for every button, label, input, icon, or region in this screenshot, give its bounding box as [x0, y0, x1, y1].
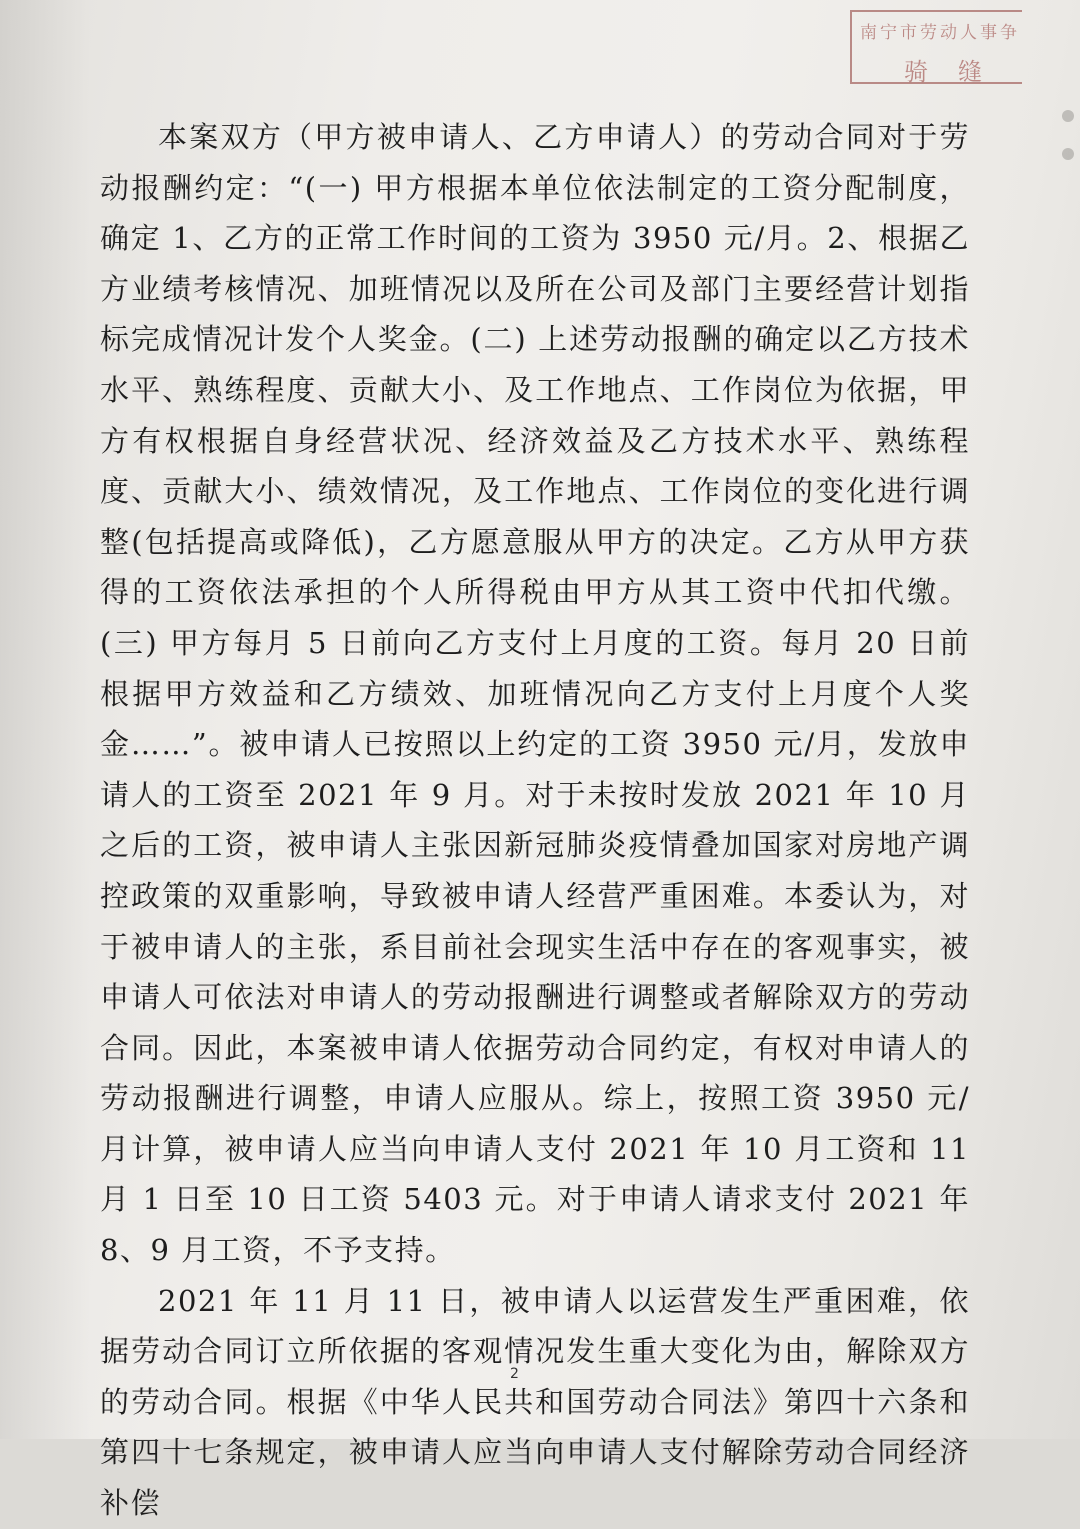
page-number: 2: [510, 1366, 519, 1382]
stamp-text-top: 南宁市劳动人事争: [860, 23, 1020, 43]
seal-stamp: [850, 10, 1022, 84]
binding-holes: [1062, 110, 1074, 186]
binding-hole: [1062, 148, 1074, 160]
paragraph-1: 本案双方（甲方被申请人、乙方申请人）的劳动合同对于劳动报酬约定：“(一) 甲方根据本单位依法制定的工资分配制度，确定 1、乙方的正常工作时间的工资为 3950 元/月。2、根据乙方业绩考核情况、加班情况以及所在公司及部门主要经营计划指标完成情况计发个人奖金。(二) 上述劳动报酬的确定以乙方技术水平、熟练程度、贡献大小、及工作地点、工作岗位为依据，甲方有权根据自身经营状况、经济效益及乙方技术水平、熟练程度、贡献大小、绩效情况，及工作地点、工作岗位的变化进行调整(包括提高或降低)，乙方愿意服从甲方的决定。乙方从甲方获得的工资依法承担的个人所得税由甲方从其工资中代扣代缴。(三) 甲方每月 5 日前向乙方支付上月度的工资。每月 20 日前根据甲方效益和乙方绩效、加班情况向乙方支付上月度个人奖金……”。被申请人已按照以上约定的工资 3950 元/月，发放申请人的工资至 2021 年 9 月。对于未按时发放 2021 年 10 月之后的工资，被申请人主张因新冠肺炎疫情叠加国家对房地产调控政策的双重影响，导致被申请人经营严重困难。本委认为，对于被申请人的主张，系目前社会现实生活中存在的客观事实，被申请人可依法对申请人的劳动报酬进行调整或者解除双方的劳动合同。因此，本案被申请人依据劳动合同约定，有权对申请人的劳动报酬进行调整，申请人应服从。综上，按照工资 3950 元/月计算，被申请人应当向申请人支付 2021 年 10 月工资和 11 月 1 日至 10 日工资 5403 元。对于申请人请求支付 2021 年 8、9 月工资，不予支持。: [100, 120, 970, 1268]
document-body: [100, 112, 970, 1529]
stamp-text-bottom: 骑缝: [904, 58, 1012, 86]
binding-hole: [1062, 110, 1074, 122]
paragraph-2: 2021 年 11 月 11 日，被申请人以运营发生严重困难，依据劳动合同订立所依据的客观情况发生重大变化为由，解除双方的劳动合同。根据《中华人民共和国劳动合同法》第四十六条和第四十七条规定，被申请人应当向申请人支付解除劳动合同经济补偿: [100, 1283, 970, 1521]
